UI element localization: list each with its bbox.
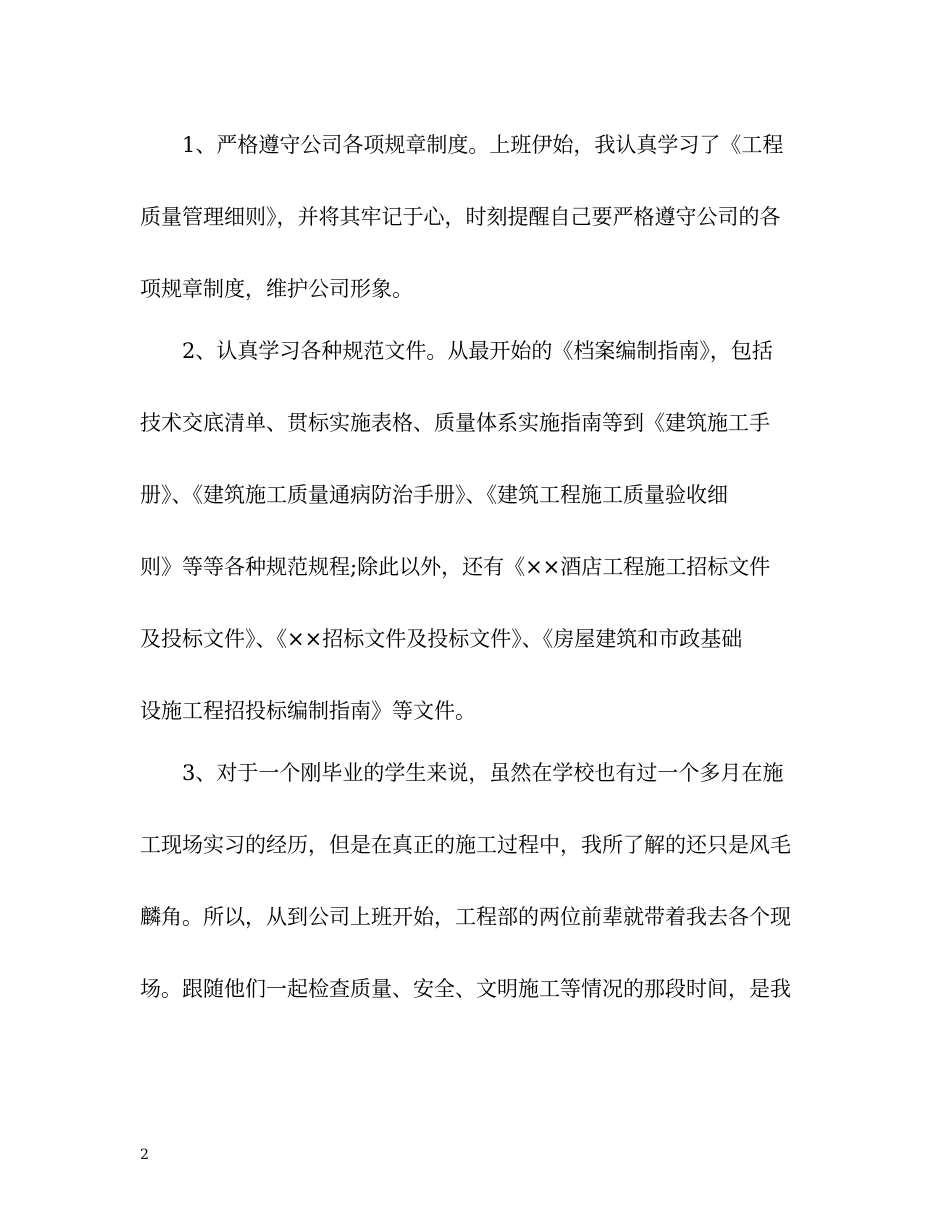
paragraph-2-line-3: 册》、《建筑施工质量通病防治手册》、《建筑工程施工质量验收细 (140, 483, 728, 507)
paragraph-2-line-1: 2、认真学习各种规范文件。从最开始的《档案编制指南》，包括 (182, 339, 773, 363)
paragraph-2-line-6: 设施工程招投标编制指南》等文件。 (140, 699, 476, 723)
paragraph-1-line-1: 1、严格遵守公司各项规章制度。上班伊始，我认真学习了《工程 (182, 133, 784, 157)
paragraph-2-line-2: 技术交底清单、贯标实施表格、质量体系实施指南等到《建筑施工手 (140, 411, 770, 435)
paragraph-3-line-2: 工现场实习的经历，但是在真正的施工过程中，我所了解的还只是风毛 (140, 833, 791, 857)
paragraph-3-line-4: 场。跟随他们一起检查质量、安全、文明施工等情况的那段时间，是我 (140, 977, 791, 1001)
paragraph-2-line-5: 及投标文件》、《××招标文件及投标文件》、《房屋建筑和市政基础 (140, 627, 743, 651)
paragraph-3-line-1: 3、对于一个刚毕业的学生来说，虽然在学校也有过一个多月在施 (182, 761, 784, 785)
paragraph-2-line-4: 则》等等各种规范规程;除此以外，还有《××酒店工程施工招标文件 (140, 555, 771, 579)
paragraph-1-line-2: 质量管理细则》，并将其牢记于心，时刻提醒自己要严格遵守公司的各 (140, 205, 781, 229)
paragraph-3-line-3: 麟角。所以，从到公司上班开始，工程部的两位前辈就带着我去各个现 (140, 905, 791, 929)
page-number: 2 (140, 1147, 149, 1163)
paragraph-1-line-3: 项规章制度，维护公司形象。 (140, 277, 413, 301)
